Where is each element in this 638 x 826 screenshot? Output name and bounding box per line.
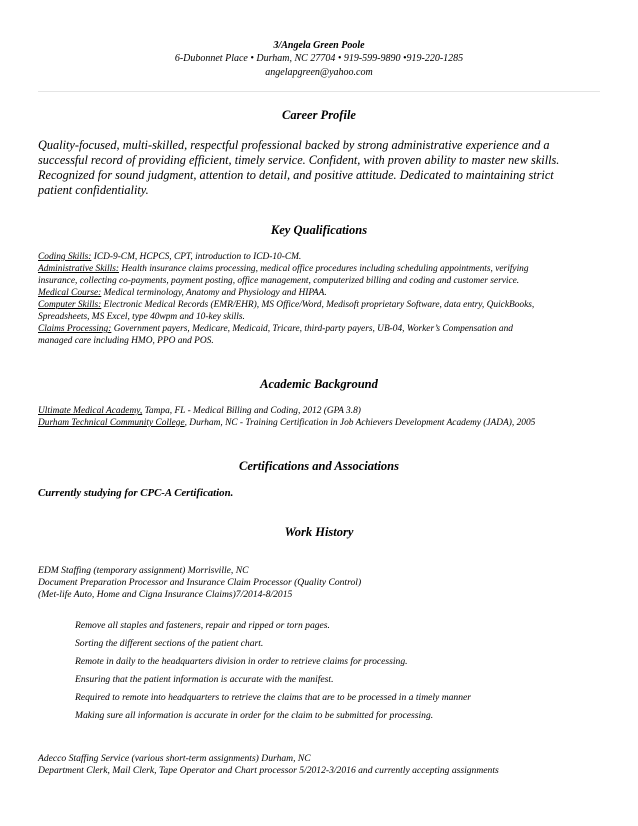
- qualification-label: Administrative Skills:: [38, 264, 119, 274]
- key-qualifications-list: [38, 251, 604, 347]
- job-duty: Remove all staples and fasteners, repair and ripped or torn pages.: [75, 620, 330, 631]
- qualification-text: Government payers, Medicare, Medicaid, Tricare, third-party payers, UB-04, Worker’s Compensation and: [111, 324, 513, 334]
- academic-detail: Tampa, FL - Medical Billing and Coding, 2012 (GPA 3.8): [142, 406, 361, 416]
- header-divider: [38, 91, 600, 92]
- profile-line: patient confidentiality.: [38, 183, 149, 197]
- applicant-name: 3/Angela Green Poole: [273, 40, 365, 51]
- job-entry: [38, 753, 608, 777]
- academic-detail: , Durham, NC - Training Certification in Job Achievers Development Academy (JADA), 2005: [184, 418, 536, 428]
- academic-background-heading: Academic Background: [260, 377, 378, 391]
- job-employer: Adecco Staffing Service (various short-term assignments) Durham, NC: [38, 753, 311, 764]
- profile-line: Recognized for sound judgment, attention to detail, and positive attitude. Dedicated to maintaining strict: [38, 168, 554, 182]
- qualification-item: [38, 299, 604, 323]
- key-qualifications-heading: Key Qualifications: [270, 223, 368, 237]
- qualification-label: Coding Skills:: [38, 252, 92, 262]
- academic-entry: [38, 405, 608, 417]
- certifications-heading: Certifications and Associations: [239, 459, 399, 473]
- qualification-text: ICD-9-CM, HCPCS, CPT, introduction to ICD-10-CM.: [91, 252, 302, 262]
- qualification-item: [38, 323, 604, 347]
- academic-list: [38, 405, 608, 429]
- qualification-label: Medical Course:: [38, 288, 102, 298]
- email-address: angelapgreen@yahoo.com: [265, 67, 373, 78]
- job-title: Document Preparation Processor and Insurance Claim Processor (Quality Control): [38, 577, 362, 588]
- job-duty: Sorting the different sections of the patient chart.: [75, 638, 264, 649]
- qualification-text: Spreadsheets, MS Excel, type 40wpm and 10-key skills.: [38, 312, 245, 322]
- job-duty: Ensuring that the patient information is accurate with the manifest.: [75, 674, 334, 685]
- qualification-text: Electronic Medical Records (EMR/EHR), MS Office/Word, Medisoft proprietary Software, data entry, QuickBooks,: [101, 300, 535, 310]
- certification-text: Currently studying for CPC-A Certification.: [38, 487, 234, 499]
- qualification-text: managed care including HMO, PPO and POS.: [38, 336, 214, 346]
- job-entry: [38, 565, 608, 601]
- career-profile-text: [38, 138, 604, 198]
- job-duty: Remote in daily to the headquarters division in order to retrieve claims for processing.: [75, 656, 408, 667]
- career-profile-heading: Career Profile: [282, 108, 356, 122]
- school-name: Ultimate Medical Academy,: [38, 406, 143, 416]
- qualification-item: [38, 263, 604, 287]
- job-employer: EDM Staffing (temporary assignment) Morrisville, NC: [38, 565, 249, 576]
- contact-line: 6-Dubonnet Place • Durham, NC 27704 • 919-599-9890 •919-220-1285: [174, 53, 464, 64]
- job-duty: Required to remote into headquarters to retrieve the claims that are to be processed in a timely manner: [75, 692, 472, 703]
- qualification-label: Claims Processing:: [38, 324, 112, 334]
- profile-line: successful record of providing efficient, timely service. Confident, with proven ability to master new skills.: [38, 153, 560, 167]
- qualification-text: insurance, collecting co-payments, payment posting, office management, computerized billing and coding and customer service.: [38, 276, 520, 286]
- work-history-heading: Work History: [284, 525, 354, 539]
- job-title: Department Clerk, Mail Clerk, Tape Operator and Chart processor 5/2012-3/2016 and currently accepting assignments: [38, 765, 499, 776]
- profile-line: Quality-focused, multi-skilled, respectful professional backed by strong administrative experience and a: [38, 138, 550, 152]
- qualification-item: [38, 287, 604, 299]
- school-name: Durham Technical Community College: [38, 418, 185, 428]
- academic-entry: [38, 417, 608, 429]
- qualification-text: Health insurance claims processing, medical office procedures including scheduling appointments, verifying: [118, 264, 529, 274]
- qualification-item: [38, 251, 604, 263]
- job-duty: Making sure all information is accurate in order for the claim to be submitted for processing.: [75, 710, 434, 721]
- qualification-text: Medical terminology, Anatomy and Physiology and HIPAA.: [101, 288, 327, 298]
- job-dates: (Met-life Auto, Home and Cigna Insurance Claims)7/2014-8/2015: [38, 589, 293, 600]
- qualification-label: Computer Skills:: [38, 300, 102, 310]
